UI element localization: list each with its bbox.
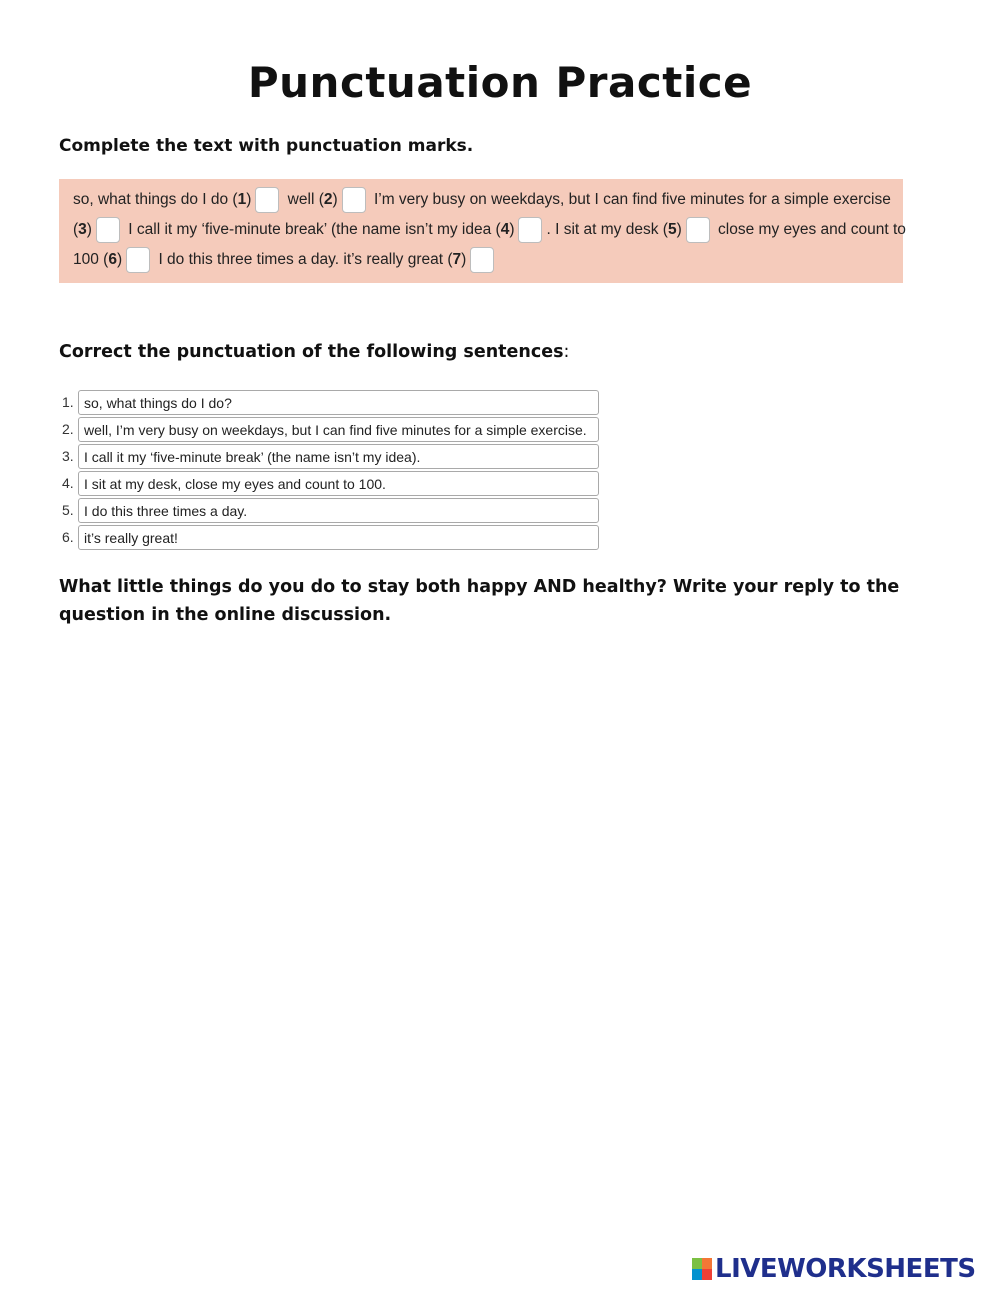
paragraph-text: ) — [86, 221, 92, 238]
blank-number: 6 — [108, 251, 117, 268]
paragraph-text: well ( — [283, 191, 324, 208]
blank-number: 3 — [78, 221, 87, 238]
sentence-number: 1. — [62, 394, 74, 410]
sentence-row — [59, 444, 604, 469]
blank-number: 1 — [237, 191, 247, 208]
sentence-input-1[interactable]: so, what things do I do? — [78, 390, 599, 415]
answer-blank-3[interactable] — [96, 217, 120, 243]
paragraph-text: ) — [332, 191, 338, 208]
sentence-row — [59, 498, 604, 523]
logo-tile — [692, 1258, 702, 1269]
section1-instruction: Complete the text with punctuation marks. — [59, 136, 474, 156]
brand-name: LIVEWORKSHEETS — [715, 1254, 976, 1284]
fill-in-panel — [59, 179, 906, 283]
paragraph-line-2 — [73, 216, 906, 244]
paragraph-text: so, what things do I do ( — [73, 191, 238, 208]
answer-blank-7[interactable] — [470, 247, 494, 273]
paragraph-text: ) — [116, 251, 123, 268]
sentence-row — [59, 390, 604, 415]
paragraph-text: close my eyes and count to — [713, 221, 906, 238]
answer-blank-5[interactable] — [686, 217, 710, 243]
sentence-number: 6. — [62, 529, 74, 545]
blank-number: 2 — [323, 191, 333, 208]
sentence-number: 4. — [62, 475, 74, 491]
page-title: Punctuation Practice — [247, 58, 753, 107]
paragraph-text: 100 ( — [73, 251, 109, 268]
paragraph-text: ) — [246, 191, 252, 208]
sentence-input-4[interactable]: I sit at my desk, close my eyes and count to 100. — [78, 471, 599, 496]
logo-tile — [702, 1269, 712, 1280]
answer-blank-1[interactable] — [255, 187, 279, 213]
blank-number: 5 — [667, 221, 677, 238]
section2-instruction-text: Correct the punctuation of the following sentences — [59, 342, 564, 362]
sentence-input-5[interactable]: I do this three times a day. — [78, 498, 599, 523]
brand-logo — [692, 1254, 976, 1284]
sentence-row — [59, 471, 604, 496]
logo-tile — [702, 1258, 712, 1269]
sentence-row — [59, 417, 604, 442]
paragraph-text: I call it my ‘five-minute break’ (the name isn’t my idea ( — [123, 221, 501, 238]
liveworksheets-logo-icon — [692, 1258, 712, 1280]
section2-instruction-colon: : — [563, 342, 570, 362]
sentence-input-3[interactable]: I call it my ‘five-minute break’ (the name isn’t my idea). — [78, 444, 599, 469]
paragraph-text: ) — [509, 221, 515, 238]
paragraph-text: . I sit at my desk ( — [546, 221, 668, 238]
paragraph-line-1 — [73, 186, 891, 214]
sentence-number: 3. — [62, 448, 74, 464]
blank-number: 4 — [500, 221, 510, 238]
paragraph-text: ) — [676, 221, 682, 238]
paragraph-line-3 — [73, 246, 498, 274]
sentence-row — [59, 525, 604, 550]
paragraph-text: I’m very busy on weekdays, but I can find five minutes for a simple exercise — [369, 191, 891, 208]
section2-instruction — [59, 342, 569, 362]
answer-blank-2[interactable] — [342, 187, 366, 213]
blank-number: 7 — [452, 251, 462, 268]
sentence-number: 2. — [62, 421, 74, 437]
answer-blank-4[interactable] — [518, 217, 542, 243]
paragraph-text: ) — [461, 251, 467, 268]
paragraph-text: ( — [73, 221, 79, 238]
paragraph-text: I do this three times a day. it’s really great ( — [154, 251, 453, 268]
answer-blank-6[interactable] — [126, 247, 150, 273]
logo-tile — [692, 1269, 702, 1280]
sentence-input-6[interactable]: it’s really great! — [78, 525, 599, 550]
discussion-question: What little things do you do to stay both happy AND healthy? Write your reply to the question in the online discussion. — [59, 577, 900, 625]
sentence-number: 5. — [62, 502, 74, 518]
sentence-input-2[interactable]: well, I’m very busy on weekdays, but I can find five minutes for a simple exercise. — [78, 417, 599, 442]
